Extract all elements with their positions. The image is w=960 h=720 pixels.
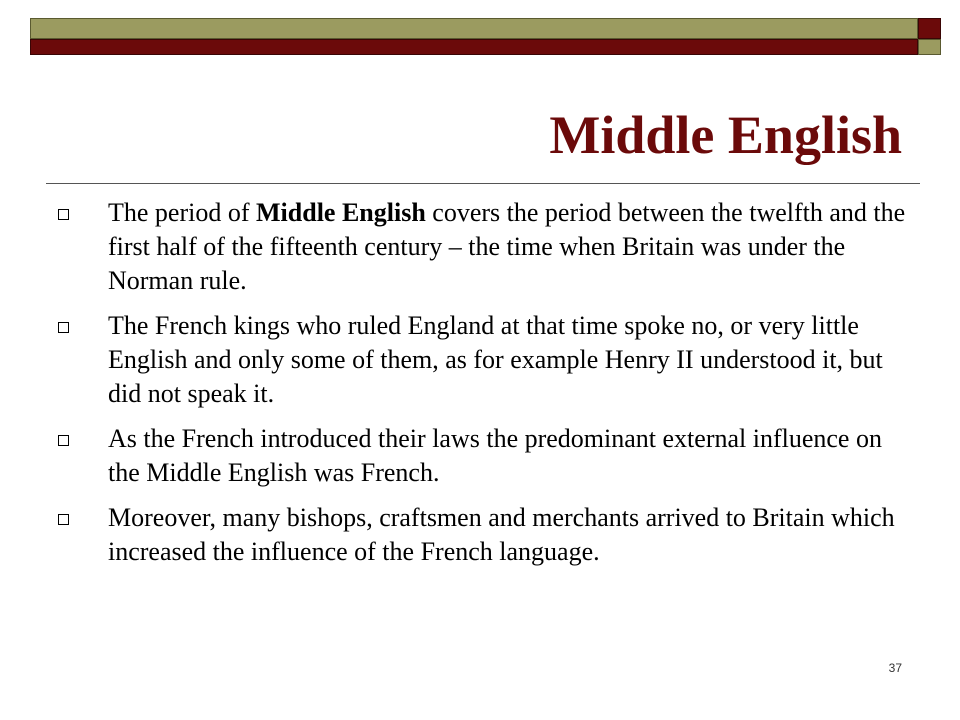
bullet-text-after: covers the period between the twelfth and the first half of the fifteenth century – the time when Britain was under the Norman rule.	[108, 198, 906, 295]
header-square-olive	[918, 39, 941, 55]
bullet-item	[58, 309, 908, 411]
bullet-list	[58, 196, 908, 580]
bullet-text-before: The period of	[108, 198, 257, 227]
hollow-square-icon	[58, 435, 69, 446]
bullet-text-before: The French kings who ruled England at that time spoke no, or very little English and only some of them, as for example Henry II understood it, but did not speak it.	[108, 311, 883, 408]
bullet-text	[108, 311, 883, 408]
bullet-text-before: Moreover, many bishops, craftsmen and merchants arrived to Britain which increased the influence of the French language.	[108, 503, 895, 566]
bullet-text	[108, 198, 905, 295]
header-square-maroon	[918, 18, 941, 39]
bullet-text	[108, 424, 882, 487]
bullet-item	[58, 422, 908, 490]
hollow-square-icon	[58, 209, 69, 220]
bullet-text	[108, 503, 895, 566]
header-bar-olive	[30, 18, 918, 39]
title-divider	[46, 183, 920, 184]
bullet-item	[58, 196, 908, 298]
hollow-square-icon	[58, 514, 69, 525]
bullet-text-before: As the French introduced their laws the predominant external influence on the Middle English was French.	[108, 424, 882, 487]
header-bar-maroon	[30, 39, 918, 55]
hollow-square-icon	[58, 322, 69, 333]
slide-title: Middle English	[549, 105, 902, 165]
bullet-item	[58, 501, 908, 569]
slide-number: 37	[888, 661, 902, 675]
bullet-text-bold: Middle English	[256, 198, 426, 227]
